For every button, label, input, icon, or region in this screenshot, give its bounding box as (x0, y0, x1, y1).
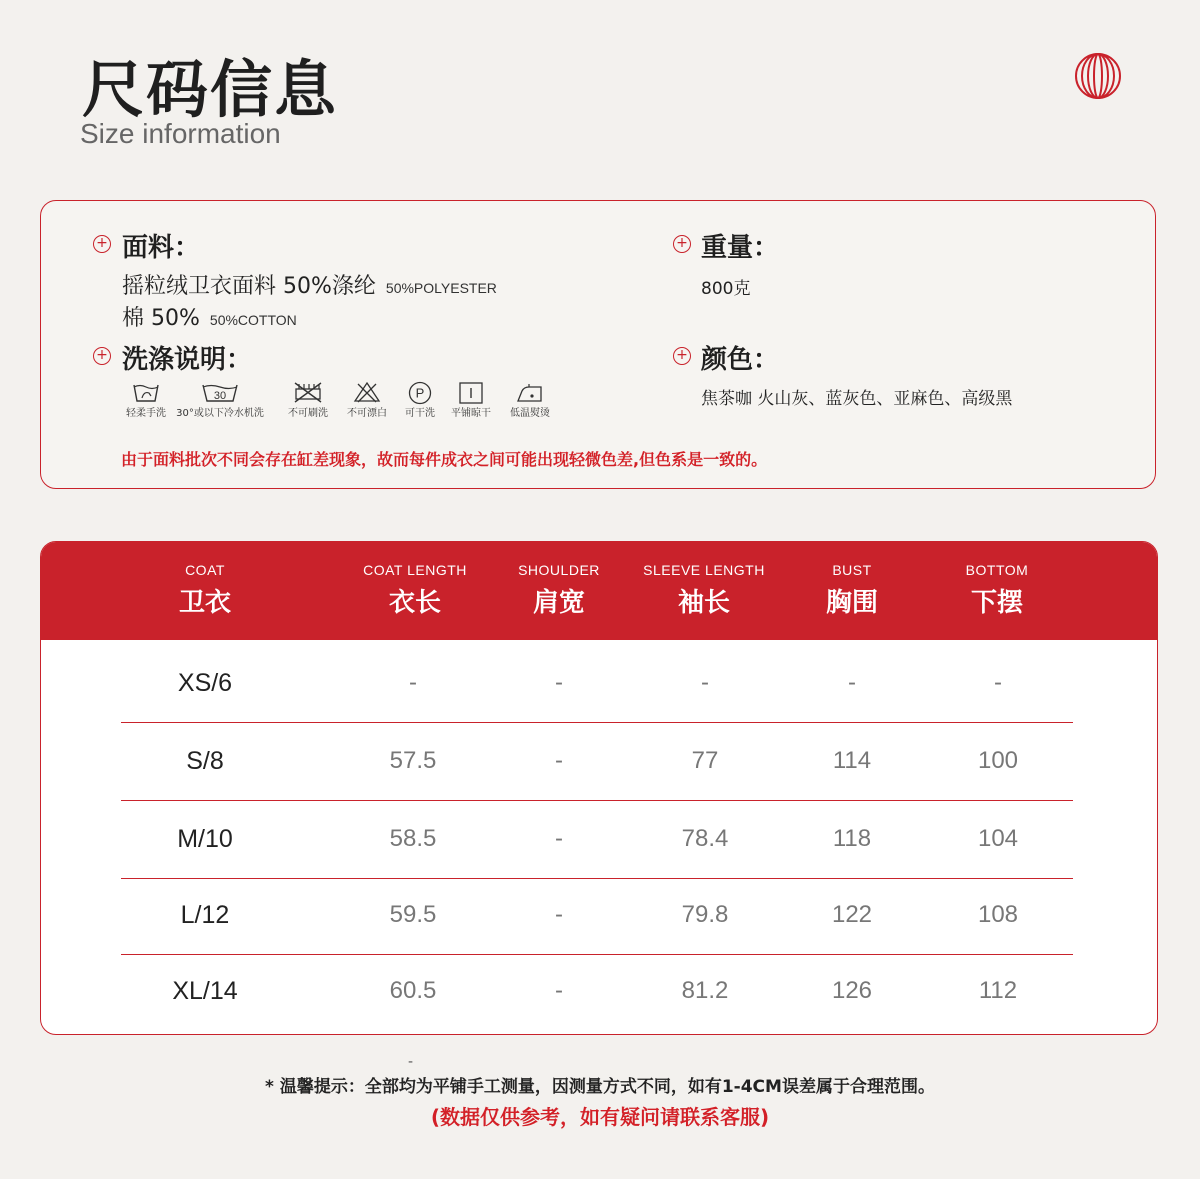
column-header-en: SLEEVE LENGTH (643, 562, 765, 578)
sleeve-length-cell: 81.2 (681, 977, 729, 1004)
column-header-zh: 下摆 (970, 588, 1023, 618)
table-row (121, 722, 1073, 801)
coat-length-cell: 57.5 (389, 747, 437, 774)
sleeve-length-cell: - (701, 669, 709, 696)
shoulder-cell: - (555, 669, 563, 696)
size-label: XL/14 (172, 977, 238, 1005)
column-header-coat (115, 562, 295, 619)
footer-dash: - (408, 1054, 414, 1070)
wash-care-item (480, 381, 580, 419)
size-label: M/10 (177, 825, 233, 853)
coat-length-cell: - (409, 669, 417, 696)
bottom-cell: - (994, 669, 1002, 696)
wash-30-icon (200, 381, 240, 403)
bust-cell: 118 (832, 825, 872, 852)
fabric-line-1 (122, 269, 497, 300)
shoulder-cell: - (555, 825, 563, 852)
plus-circle-icon: + (673, 235, 691, 253)
wash-care-label: 平铺晾干 (451, 408, 491, 419)
product-info-card (40, 200, 1156, 489)
table-row (121, 952, 1073, 1030)
fabric-line-1-en: 50%POLYESTER (385, 280, 497, 296)
bust-cell: 122 (831, 901, 873, 928)
column-header-zh: 衣长 (388, 588, 441, 618)
wash-care-label: 可干洗 (405, 408, 435, 419)
wash-temp-number: 30 (213, 390, 227, 402)
column-header-en: COAT (185, 562, 225, 578)
sleeve-length-cell: 77 (691, 747, 719, 774)
plus-circle-icon: + (93, 235, 111, 253)
wash-care-icons (116, 381, 566, 427)
wash-care-label: 不可刷洗 (288, 408, 328, 419)
column-header-zh: 袖长 (677, 588, 730, 618)
column-header-zh: 卫衣 (178, 588, 231, 618)
color-value: 焦茶咖 火山灰、蓝灰色、亚麻色、高级黑 (701, 389, 1013, 409)
weight-title: 重量： (701, 233, 780, 263)
bottom-cell: 104 (977, 825, 1019, 852)
coat-length-cell: 60.5 (389, 977, 437, 1004)
size-table (40, 541, 1158, 1035)
page-title: 尺码信息 (82, 53, 339, 126)
table-row (121, 644, 1073, 723)
rings-logo-icon (1074, 52, 1122, 100)
low-iron-icon (515, 381, 545, 405)
plus-circle-icon: + (93, 347, 111, 365)
table-row (121, 876, 1073, 955)
fabric-title: 面料： (122, 233, 201, 263)
column-header-zh: 肩宽 (532, 588, 585, 618)
bottom-cell: 112 (978, 977, 1018, 1004)
table-row (121, 800, 1073, 879)
shoulder-cell: - (555, 977, 563, 1004)
size-label: L/12 (180, 901, 230, 929)
column-header-bottom (907, 562, 1087, 619)
size-label: XS/6 (177, 669, 233, 697)
plus-circle-icon: + (673, 347, 691, 365)
shoulder-cell: - (555, 747, 563, 774)
column-header-en: SHOULDER (518, 562, 600, 578)
weight-value: 800克 (701, 279, 751, 299)
size-table-header (41, 542, 1157, 640)
wash-title: 洗涤说明： (122, 345, 253, 375)
fabric-line-1-main: 摇粒绒卫衣面料 50%涤纶 (122, 274, 376, 299)
wash-care-item (170, 381, 270, 419)
fabric-line-2-en: 50%COTTON (209, 312, 297, 328)
dry-clean-letter: P (415, 385, 425, 401)
page-subtitle: Size information (80, 118, 281, 149)
reference-disclaimer: (数据仅供参考，如有疑问请联系客服) (430, 1105, 770, 1129)
wash-care-label: 30°或以下冷水机洗 (176, 408, 264, 419)
wash-care-label: 轻柔手洗 (126, 408, 166, 419)
size-label: S/8 (186, 747, 224, 775)
gentle-hand-wash-icon (131, 381, 161, 403)
wash-care-label: 低温熨烫 (510, 408, 550, 419)
sleeve-length-cell: 78.4 (681, 825, 729, 852)
bottom-cell: 108 (977, 901, 1019, 928)
fabric-line-2-main: 棉 50% (122, 306, 200, 331)
bottom-cell: 100 (977, 747, 1019, 774)
column-header-en: BUST (832, 562, 872, 578)
shoulder-cell: - (555, 901, 563, 928)
fabric-line-2 (122, 301, 297, 332)
coat-length-cell: 59.5 (389, 901, 437, 928)
color-difference-warning: 由于面料批次不同会存在缸差现象，故而每件成衣之间可能出现轻微色差,但色系是一致的。 (121, 450, 768, 469)
wash-care-label: 不可漂白 (347, 408, 387, 419)
sleeve-length-cell: 79.8 (681, 901, 729, 928)
coat-length-cell: 58.5 (389, 825, 437, 852)
bust-cell: 114 (832, 747, 872, 774)
color-title: 颜色： (701, 345, 780, 375)
bust-cell: - (848, 669, 856, 696)
bust-cell: 126 (831, 977, 873, 1004)
measurement-note: * 温馨提示：全部均为平铺手工测量，因测量方式不同，如有1-4CM误差属于合理范围。 (265, 1077, 935, 1097)
column-header-zh: 胸围 (825, 588, 878, 618)
column-header-en: COAT LENGTH (363, 562, 467, 578)
column-header-en: BOTTOM (965, 562, 1029, 578)
